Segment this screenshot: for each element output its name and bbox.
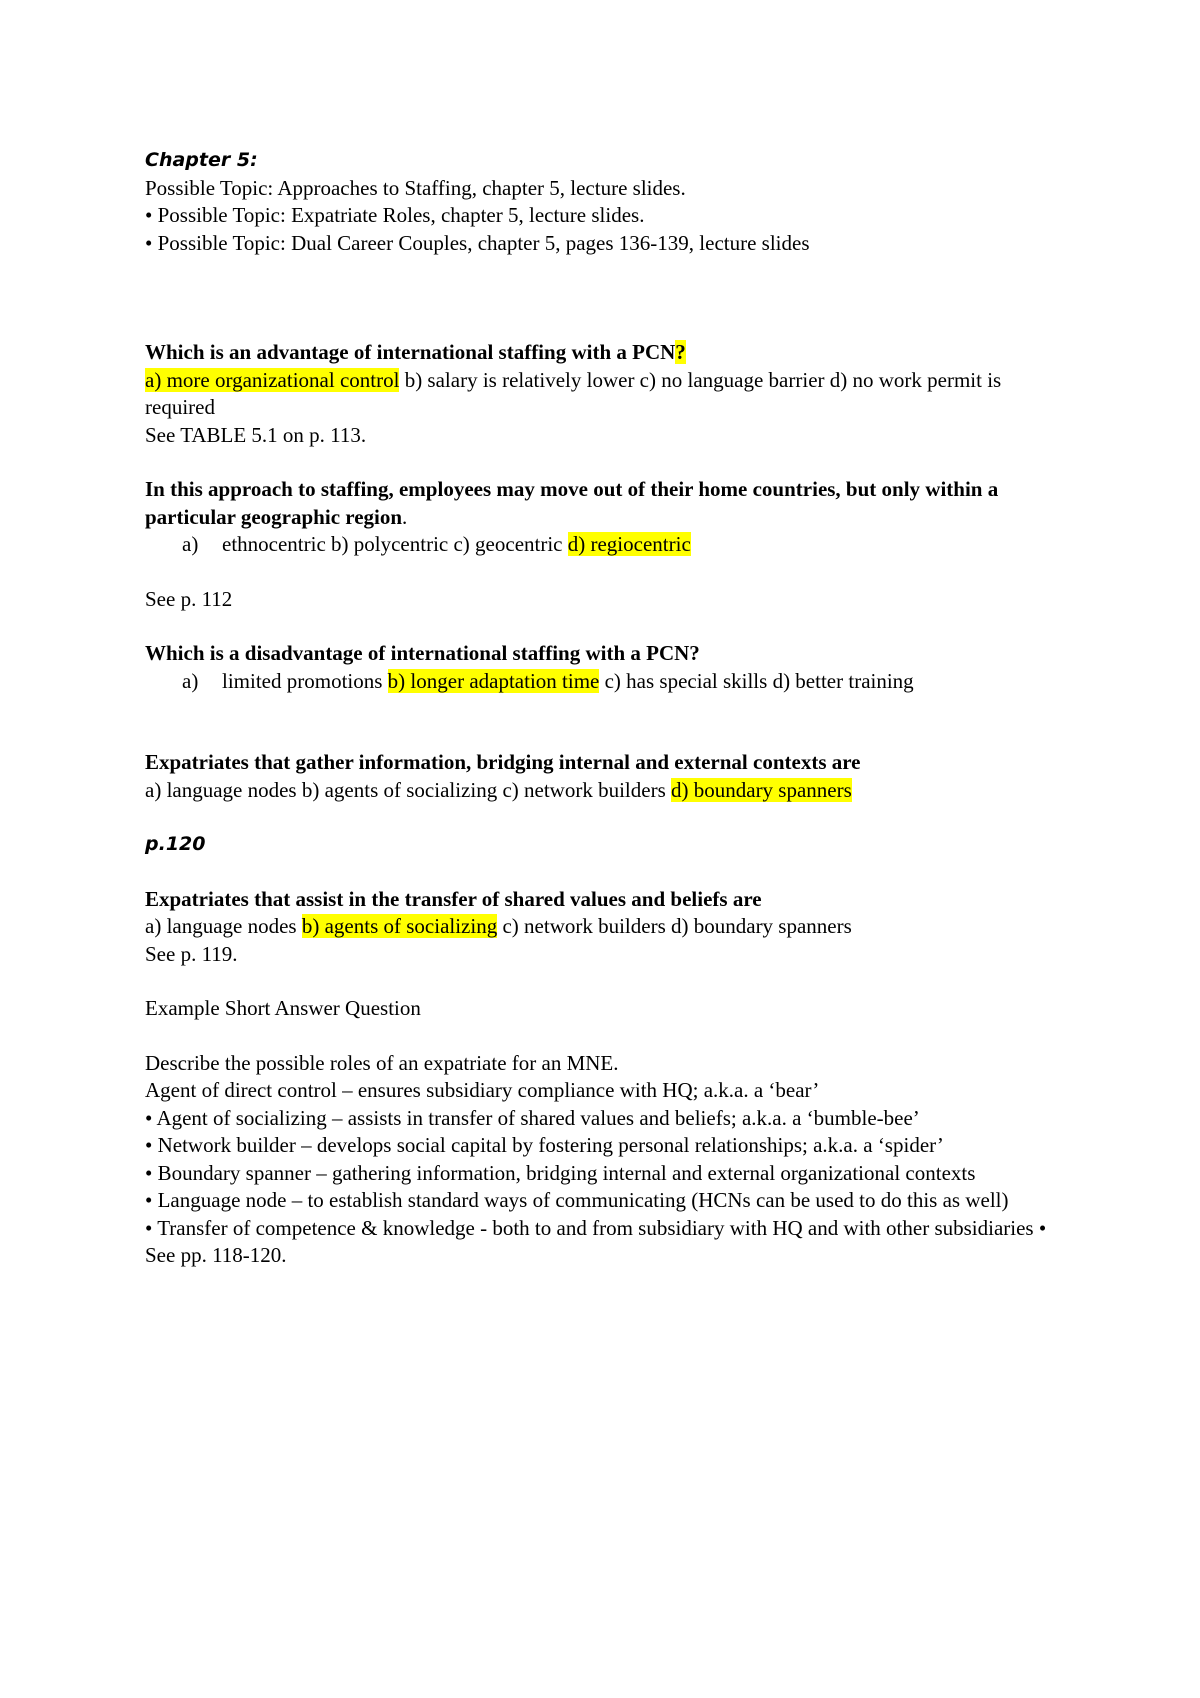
question-5: Expatriates that assist in the transfer of shared values and beliefs are [145, 886, 762, 911]
short-answer-prompt: Describe the possible roles of an expatriate for an MNE. [145, 1050, 619, 1075]
question-4: Expatriates that gather information, bridging internal and external contexts are [145, 750, 861, 774]
topic-line: • Possible Topic: Dual Career Couples, chapter 5, pages 136-139, lecture slides [145, 230, 810, 255]
topic-line: • Possible Topic: Expatriate Roles, chapter 5, lecture slides. [145, 203, 645, 227]
answer-3-post: c) has special skills d) better training [599, 668, 914, 693]
answer-4 [145, 777, 1065, 805]
page-reference: p.120 [145, 833, 206, 855]
answer-5 [145, 913, 1065, 941]
question-1-mark: ? [675, 340, 686, 364]
answer-4-highlight: d) boundary spanners [671, 777, 852, 802]
question-2 [145, 476, 1065, 531]
answer-5-highlight: b) agents of socializing [301, 914, 498, 938]
answer-3 [145, 668, 1065, 696]
answer-2-highlight: d) regiocentric [567, 532, 691, 556]
answer-2 [145, 531, 1065, 559]
answer-4-pre: a) language nodes b) agents of socializing c) network builders [145, 777, 671, 802]
answer-3-pre: limited promotions [222, 668, 388, 693]
answer-2-pre: ethnocentric b) polycentric c) geocentric [222, 532, 568, 556]
reference-2: See p. 112 [145, 586, 233, 611]
answer-1-highlight: a) more organizational control [145, 367, 400, 392]
option-label: a) [182, 668, 199, 693]
role-line: • Language node – to establish standard ways of communicating (HCNs can be used to do this as well) [145, 1188, 1009, 1212]
reference-1: See TABLE 5.1 on p. 113. [145, 422, 367, 447]
reference-5: See p. 119. [145, 941, 238, 966]
role-line: • Network builder – develops social capital by fostering personal relationships; a.k.a. a ‘spider’ [145, 1133, 944, 1157]
question-1 [145, 339, 1065, 367]
document-content [145, 147, 1065, 1270]
answer-5-pre: a) language nodes [145, 914, 302, 938]
answer-5-post: c) network builders d) boundary spanners [497, 914, 852, 938]
topic-line: Possible Topic: Approaches to Staffing, chapter 5, lecture slides. [145, 175, 686, 200]
short-answer-heading: Example Short Answer Question [145, 996, 421, 1020]
role-line: • Agent of socializing – assists in transfer of shared values and beliefs; a.k.a. a ‘bumble-bee’ [145, 1105, 920, 1130]
question-2-end: . [402, 504, 408, 529]
chapter-heading: Chapter 5: [145, 149, 258, 171]
question-1-text: Which is an advantage of international staffing with a PCN [145, 340, 676, 364]
question-2-text: In this approach to staffing, employees may move out of their home countries, but only within a particular geographic region [145, 477, 999, 529]
answer-1 [145, 367, 1065, 422]
question-3: Which is a disadvantage of international staffing with a PCN? [145, 641, 700, 665]
role-line: • Transfer of competence & knowledge - both to and from subsidiary with HQ and with other subsidiaries • See pp. 118-120. [145, 1215, 1047, 1267]
role-line: Agent of direct control – ensures subsidiary compliance with HQ; a.k.a. a ‘bear’ [145, 1078, 820, 1102]
answer-3-highlight: b) longer adaptation time [387, 668, 600, 693]
answer-1-rest: b) salary is relatively lower c) no language barrier d) no work permit is required [145, 367, 1002, 419]
option-label: a) [182, 532, 199, 556]
role-line: • Boundary spanner – gathering information, bridging internal and external organizational contexts [145, 1160, 976, 1185]
